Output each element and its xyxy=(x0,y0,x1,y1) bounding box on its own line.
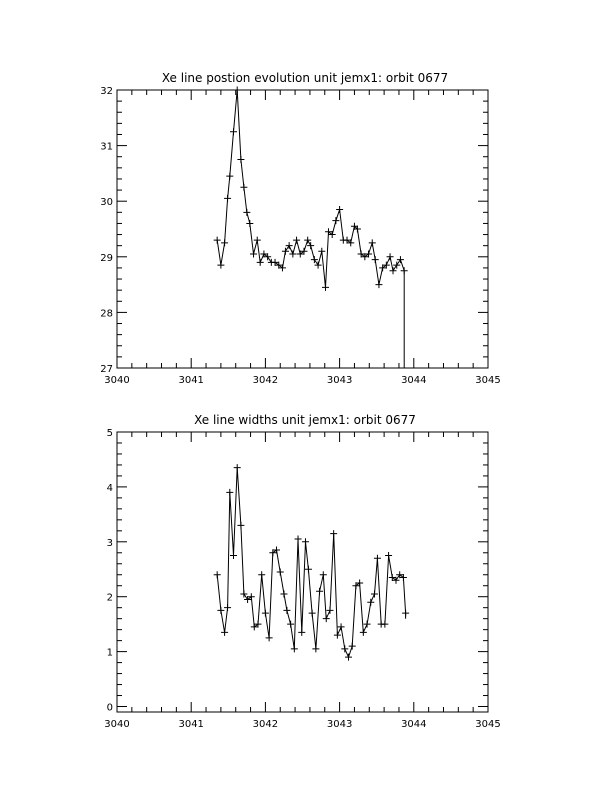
data-point-marker xyxy=(364,621,371,628)
data-point-marker xyxy=(226,489,233,496)
data-point-marker xyxy=(240,590,247,597)
plot-frame xyxy=(117,90,488,368)
data-point-marker xyxy=(286,242,293,249)
y-tick-label: 0 xyxy=(106,702,113,714)
data-point-marker xyxy=(234,464,241,471)
data-point-marker xyxy=(360,629,367,636)
data-point-marker xyxy=(226,173,233,180)
data-point-marker xyxy=(277,569,284,576)
data-point-marker xyxy=(221,239,228,246)
data-point-marker xyxy=(217,262,224,269)
data-point-marker xyxy=(214,571,221,578)
data-point-marker xyxy=(295,536,302,543)
data-point-marker xyxy=(338,623,345,630)
x-tick-label: 3045 xyxy=(475,719,501,730)
data-point-marker xyxy=(221,629,228,636)
chart-title: Xe line postion evolution unit jemx1: orbit 0677 xyxy=(161,71,449,85)
data-point-marker xyxy=(322,284,329,291)
y-tick-label: 2 xyxy=(106,592,113,604)
data-point-marker xyxy=(369,239,376,246)
x-tick-label: 3040 xyxy=(104,375,130,386)
data-point-marker xyxy=(381,621,388,628)
y-tick-label: 3 xyxy=(106,537,113,549)
y-tick-label: 27 xyxy=(100,364,113,375)
x-tick-label: 3042 xyxy=(252,375,279,386)
data-point-marker xyxy=(289,251,296,258)
data-point-marker xyxy=(307,242,314,249)
data-point-marker xyxy=(375,281,382,288)
data-point-marker xyxy=(349,643,356,650)
data-point-marker xyxy=(237,522,244,529)
data-point-marker xyxy=(385,552,392,559)
data-point-marker xyxy=(258,571,265,578)
data-point-marker xyxy=(217,607,224,614)
data-point-marker xyxy=(390,267,397,274)
y-tick-label: 29 xyxy=(100,252,113,264)
data-point-marker xyxy=(315,262,322,269)
data-point-marker xyxy=(371,590,378,597)
x-tick-label: 3045 xyxy=(475,375,501,386)
x-tick-label: 3043 xyxy=(326,375,353,386)
x-tick-label: 3044 xyxy=(401,375,427,386)
y-tick-label: 4 xyxy=(106,482,113,494)
data-point-marker xyxy=(309,610,316,617)
data-point-marker xyxy=(243,209,250,216)
data-point-marker xyxy=(320,571,327,578)
data-point-marker xyxy=(318,248,325,255)
y-tick-label: 28 xyxy=(100,308,113,320)
data-point-marker xyxy=(305,566,312,573)
data-point-marker xyxy=(311,256,318,263)
x-tick-label: 3041 xyxy=(178,375,204,386)
y-tick-label: 31 xyxy=(100,141,113,153)
data-point-marker xyxy=(323,615,330,622)
data-point-marker xyxy=(332,217,339,224)
data-point-marker xyxy=(230,128,237,135)
plot-frame xyxy=(117,432,488,712)
data-point-marker xyxy=(257,259,264,266)
data-point-marker xyxy=(240,184,247,191)
data-point-marker xyxy=(214,237,221,244)
data-point-marker xyxy=(374,555,381,562)
data-point-marker xyxy=(287,621,294,628)
data-point-marker xyxy=(298,629,305,636)
data-point-marker xyxy=(262,610,269,617)
chart-line-widths xyxy=(104,413,500,730)
series-line xyxy=(217,90,404,368)
data-point-marker xyxy=(234,87,241,94)
data-point-marker xyxy=(237,156,244,163)
data-point-marker xyxy=(254,237,261,244)
data-point-marker xyxy=(336,206,343,213)
x-tick-label: 3041 xyxy=(178,719,204,730)
data-point-marker xyxy=(393,262,400,269)
x-tick-label: 3042 xyxy=(252,719,279,730)
data-point-marker xyxy=(312,645,319,652)
data-point-marker xyxy=(280,590,287,597)
data-point-marker xyxy=(302,538,309,545)
data-point-marker xyxy=(230,552,237,559)
data-point-marker xyxy=(250,251,257,258)
y-tick-label: 1 xyxy=(106,647,113,659)
y-tick-label: 5 xyxy=(106,428,113,439)
data-point-marker xyxy=(341,645,348,652)
x-tick-label: 3040 xyxy=(104,719,130,730)
data-point-marker xyxy=(291,645,298,652)
data-point-marker xyxy=(304,237,311,244)
data-point-marker xyxy=(224,195,231,202)
y-tick-label: 30 xyxy=(100,197,113,209)
data-point-marker xyxy=(246,220,253,227)
chart-line-position xyxy=(100,71,500,386)
series-line xyxy=(217,468,405,657)
data-point-marker xyxy=(367,599,374,606)
data-point-marker xyxy=(266,634,273,641)
data-point-marker xyxy=(224,604,231,611)
data-point-marker xyxy=(293,237,300,244)
data-point-marker xyxy=(372,256,379,263)
chart-title: Xe line widths unit jemx1: orbit 0677 xyxy=(194,413,416,427)
data-point-marker xyxy=(330,530,337,537)
y-tick-label: 32 xyxy=(100,86,113,97)
data-point-marker xyxy=(387,253,394,260)
x-tick-label: 3044 xyxy=(401,719,427,730)
data-point-marker xyxy=(282,248,289,255)
x-tick-label: 3043 xyxy=(326,719,353,730)
data-point-marker xyxy=(283,607,290,614)
data-point-marker xyxy=(401,267,408,274)
data-point-marker xyxy=(334,632,341,639)
data-point-marker xyxy=(397,256,404,263)
data-point-marker xyxy=(402,610,409,617)
data-point-marker xyxy=(345,654,352,661)
data-point-marker xyxy=(316,588,323,595)
data-point-marker xyxy=(326,607,333,614)
